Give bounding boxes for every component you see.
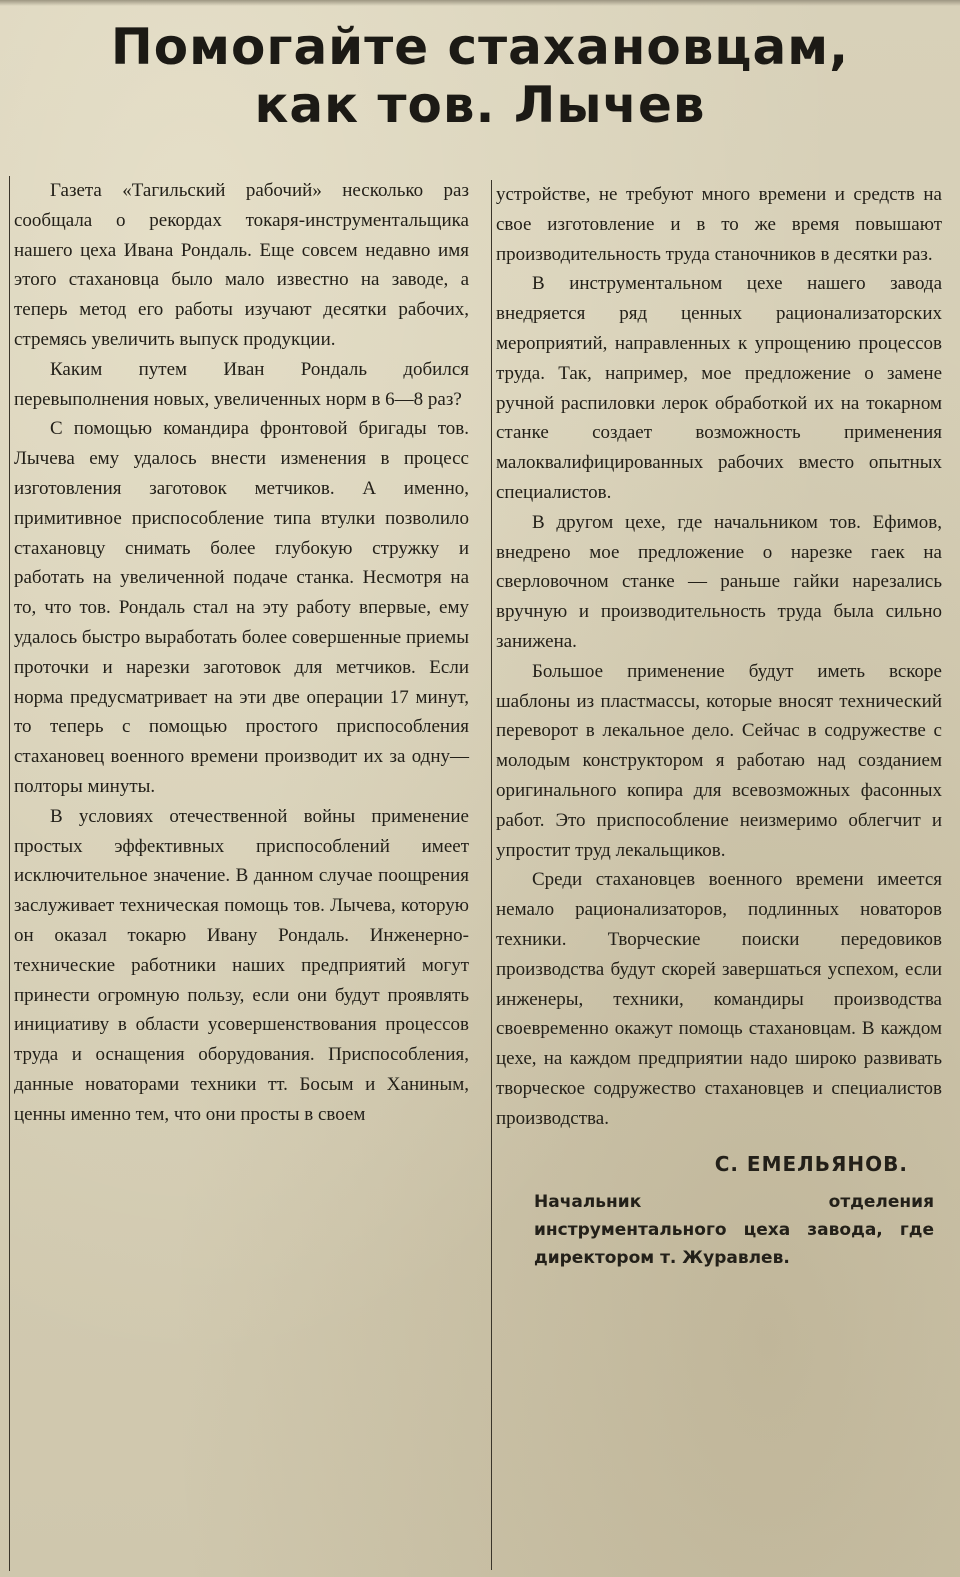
paragraph: В условиях отечественной войны применение простых эффективных приспособлений имеет исключительное значение. В данном случае поощрения заслуживает техническая помощь тов. Лычева, которую он оказал токарю Ивану Рондаль. Инженерно-технические работники наших предприятий могут принести огромную пользу, если они будут проявлять инициативу в области усовершенствования процессов труда и оснащения оборудования. Приспособления, данные новаторами техники тт. Босым и Ханиным, ценны именно тем, что они просты в своем <box>14 805 469 1125</box>
author-signature: С. ЕМЕЛЬЯНОВ. <box>714 1151 908 1176</box>
paragraph: Большое применение будут иметь вскоре шаблоны из пластмассы, которые вносят технический переворот в лекальное дело. Сейчас в содружестве с молодым конструктором я работаю над созданием оригинального копира для всевозможных фасонных работ. Это приспособление неизмеримо облегчит и упростит труд лекальщиков. <box>496 660 942 861</box>
paragraph: Среди стахановцев военного времени имеется немало рационализаторов, подлинных новаторов техники. Творческие поиски передовиков производства будут скорей завершаться успехом, если инженеры, техники, командиры производства своевременно окажут помощь стахановцам. В каждом цехе, на каждом предприятии надо широко развивать творческое содружество стахановцев и специалистов производства. <box>496 869 942 1129</box>
paragraph: В другом цехе, где начальником тов. Ефимов, внедрено мое предложение о нарезке гаек на сверловочном станке — раньше гайки нарезались вручную и производительность труда была сильно занижена. <box>496 511 942 652</box>
paragraph: В инструментальном цехе нашего завода внедряется ряд ценных рационализаторских мероприятий, направленных к упрощению процессов труда. Так, например, мое предложение о замене ручной распиловки лерок обработкой их на токарном станке создает возможность применения малоквалифицированных рабочих вместо опытных специалистов. <box>496 273 942 503</box>
paragraph: Каким путем Иван Рондаль добился перевыполнения новых, увеличенных норм в 6—8 раз? <box>14 358 469 410</box>
author-position: Начальник отделения инструментального цеха завода, где директором т. Журавлев. <box>534 1191 934 1268</box>
article-headline <box>40 18 920 134</box>
headline-line-1: Помогайте стахановцам, <box>110 18 850 76</box>
paragraph: Газета «Тагильский рабочий» несколько раз сообщала о рекордах токаря-инструментальщика нашего цеха Ивана Рондаль. Еще совсем недавно имя этого стахановца было мало известно на заводе, а теперь метод его работы изучают десятки рабочих, стремясь увеличить выпуск продукции. <box>14 180 469 350</box>
left-column <box>9 176 469 1571</box>
page-edge <box>0 0 960 6</box>
right-column <box>491 180 942 1570</box>
paragraph-continuation: устройстве, не требуют много времени и средств на свое изготовление и в то же время повышают производительность труда станочников в десятки раз. <box>496 184 942 265</box>
headline-line-2: как тов. Лычев <box>254 76 706 134</box>
paragraph: С помощью командира фронтовой бригады тов. Лычева ему удалось внести изменения в процесс изготовления заготовок метчиков. А именно, примитивное приспособление типа втулки позволило стахановцу снимать более глубокую стружку и работать на увеличенной подаче станка. Несмотря на то, что тов. Рондаль стал на эту работу впервые, ему удалось быстро выработать более совершенные приемы проточки и нарезки заготовок для метчиков. Если норма предусматривает на эти две операции 17 минут, то теперь с помощью простого приспособления стахановец военного времени производит их за одну—полторы минуты. <box>14 418 469 797</box>
